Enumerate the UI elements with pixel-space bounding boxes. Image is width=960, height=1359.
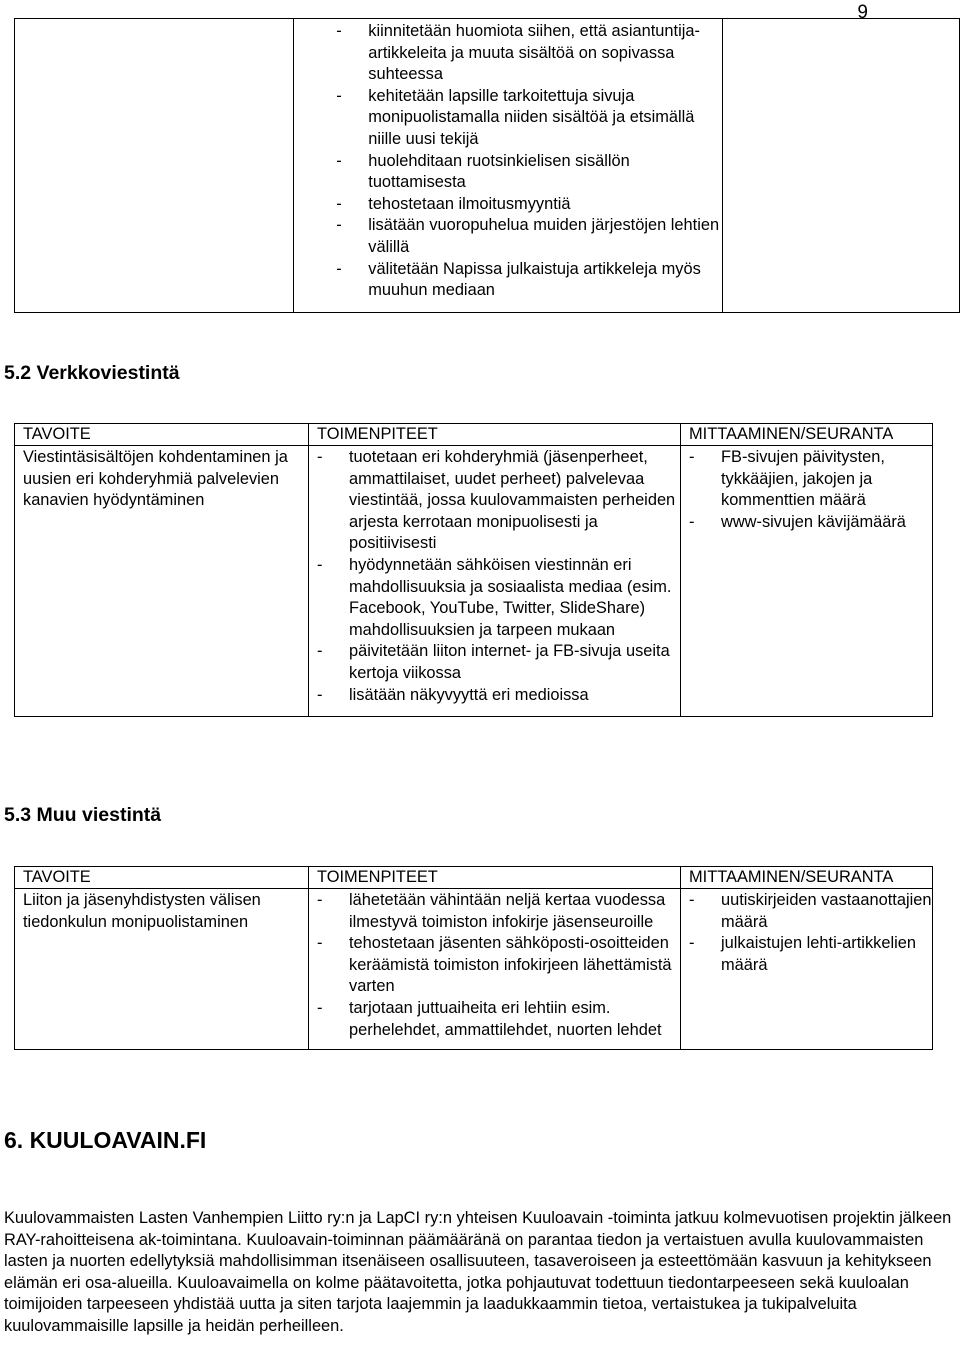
list-item: - www-sivujen kävijämäärä [685, 512, 932, 534]
body-paragraph: Kuulovammaisten Lasten Vanhempien Liitto ry:n ja LapCI ry:n yhteisen Kuuloavain -toiminta jatkuu kolmevuotisen projektin jälkeen RAY-rahoitteisena ak-toimintana. Kuuloavain-toiminnan päämääränä on parantaa tiedon ja vertaistuen avulla kuulovammaisten lasten ja nuorten edellytyksiä mahdollisimman itsenäiseen osallisuuteen, tasaveroiseen ja esteettömään kasvuun ja kehitykseen elämän eri osa-alueilla. Kuuloavaimella on kolme päätavoitetta, jotka pohjautuvat todettuun tiedontarpeeseen sekä kuuloalan toimijoiden tarpeeseen yhdistää uutta ja siten tarjota laajemmin ja laadukkaammin tietoa, vertaistukea ja tukipalveluita kuulovammaisille lapsille ja heidän perheilleen. [4, 1209, 952, 1335]
column-header-measure: MITTAAMINEN/SEURANTA [681, 424, 933, 446]
measure-cell [722, 19, 960, 313]
section-heading: 6. KUULOAVAIN.FI [4, 1127, 207, 1153]
column-header-goal: TAVOITE [15, 424, 309, 446]
goal-cell: Liiton ja jäsenyhdistysten välisen tiedonkulun monipuolistaminen [15, 889, 309, 1050]
actions-cell [294, 19, 722, 313]
section-heading: 5.2 Verkkoviestintä [4, 362, 180, 384]
list-item: - kiinnitetään huomiota siihen, että asiantuntija-artikkeleita ja muuta sisältöä on sopivassa suhteessa [332, 21, 721, 86]
action-list [313, 447, 680, 706]
list-item: - tuotetaan eri kohderyhmiä (jäsenperheet, ammattilaiset, uudet perheet) palvelevaa viestintää, jossa kuulovammaisten perheiden arjesta kerrotaan monipuolisesti ja positiivisesti [313, 447, 680, 555]
column-header-goal: TAVOITE [15, 867, 309, 889]
section-heading: 5.3 Muu viestintä [4, 804, 162, 826]
list-item: - välitetään Napissa julkaistuja artikkeleja myös muuhun mediaan [332, 259, 721, 302]
measure-cell [681, 889, 933, 1050]
list-item: - uutiskirjeiden vastaanottajien määrä [685, 890, 932, 933]
measure-list [685, 447, 932, 533]
list-item: - tehostetaan jäsenten sähköposti-osoitteiden keräämistä toimiston infokirjeen lähettämistä varten [313, 933, 680, 998]
list-item: - lisätään näkyvyyttä eri medioissa [313, 685, 680, 707]
list-item: - huolehditaan ruotsinkielisen sisällön tuottamisesta [332, 151, 721, 194]
column-header-actions: TOIMENPITEET [309, 424, 681, 446]
web-communication-table [14, 423, 933, 717]
list-item: - hyödynnetään sähköisen viestinnän eri mahdollisuuksia ja sosiaalista mediaa (esim. Facebook, YouTube, Twitter, SlideShare) mahdollisuuksien ja tarpeen mukaan [313, 555, 680, 641]
list-item: - lähetetään vähintään neljä kertaa vuodessa ilmestyvä toimiston infokirje jäsenseuroille [313, 890, 680, 933]
measure-list [685, 890, 932, 976]
list-item: - julkaistujen lehti-artikkelien määrä [685, 933, 932, 976]
list-item: - FB-sivujen päivitysten, tykkääjien, jakojen ja kommenttien määrä [685, 447, 932, 512]
goal-cell: Viestintäsisältöjen kohdentaminen ja uusien eri kohderyhmiä palvelevien kanavien hyödyntäminen [15, 446, 309, 717]
action-list [313, 890, 680, 1041]
goal-cell [15, 19, 294, 313]
measure-cell [681, 446, 933, 717]
actions-cell [309, 446, 681, 717]
list-item: - tehostetaan ilmoitusmyyntiä [332, 194, 721, 216]
list-item: - tarjotaan juttuaiheita eri lehtiin esim. perhelehdet, ammattilehdet, nuorten lehdet [313, 998, 680, 1041]
page-number: 9 [857, 2, 868, 23]
continued-plan-table [14, 18, 960, 313]
list-item: - päivitetään liiton internet- ja FB-sivuja useita kertoja viikossa [313, 641, 680, 684]
actions-cell [309, 889, 681, 1050]
column-header-actions: TOIMENPITEET [309, 867, 681, 889]
list-item: - lisätään vuoropuhelua muiden järjestöjen lehtien välillä [332, 215, 721, 258]
list-item: - kehitetään lapsille tarkoitettuja sivuja monipuolistamalla niiden sisältöä ja etsimällä niille uusi tekijä [332, 86, 721, 151]
column-header-measure: MITTAAMINEN/SEURANTA [681, 867, 933, 889]
other-communication-table [14, 866, 933, 1050]
action-list [332, 21, 721, 302]
